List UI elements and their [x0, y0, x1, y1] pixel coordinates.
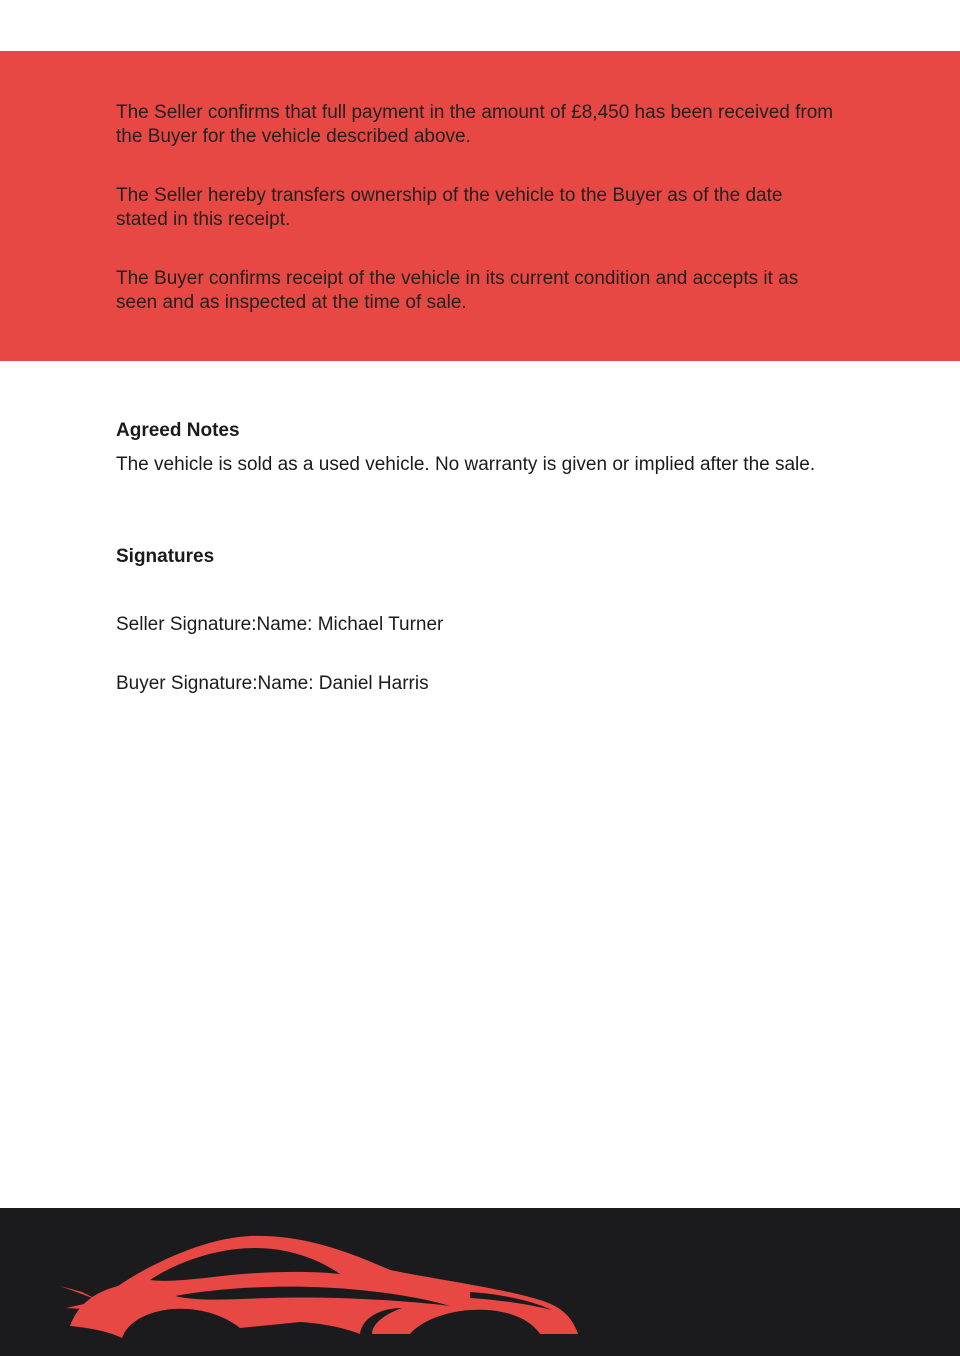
sports-car-silhouette-icon [0, 1208, 960, 1356]
seller-name: Michael Turner [317, 614, 444, 635]
ownership-transfer-text: The Seller hereby transfers ownership of the vehicle to the Buyer as of the date stated in this receipt. [116, 185, 783, 230]
footer-band [0, 1208, 960, 1356]
buyer-acceptance-text: The Buyer confirms receipt of the vehicle in its current condition and accepts it as seen and as inspected at the time of sale. [116, 268, 799, 313]
buyer-signature-label: Buyer Signature: [116, 673, 258, 694]
terms-section [116, 101, 836, 315]
agreed-notes-heading: Agreed Notes [116, 420, 240, 441]
buyer-signature-line [116, 672, 429, 696]
payment-confirmation-text: The Seller confirms that full payment in the amount of £8,450 has been received from the Buyer for the vehicle described above. [116, 102, 834, 147]
buyer-name-label: Name: [257, 673, 319, 694]
signatures-heading: Signatures [116, 546, 215, 567]
seller-name-label: Name: [256, 614, 318, 635]
seller-signature-line [116, 613, 443, 637]
seller-signature-label: Seller Signature: [116, 614, 257, 635]
buyer-name: Daniel Harris [318, 673, 429, 694]
agreed-notes-text: The vehicle is sold as a used vehicle. No warranty is given or implied after the sale. [116, 454, 816, 475]
